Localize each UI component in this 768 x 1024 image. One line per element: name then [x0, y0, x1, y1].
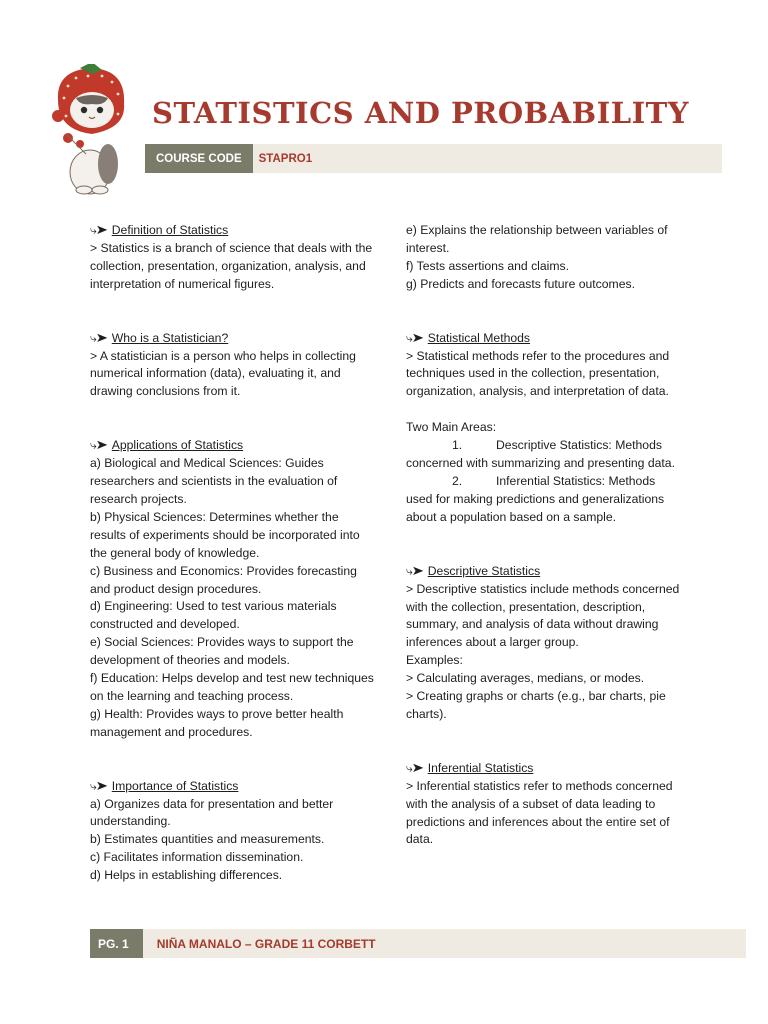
left-column: [90, 222, 374, 921]
heading-text: Definition of Statistics: [111, 223, 229, 237]
section-statistician: [90, 330, 374, 402]
list-item: f) Tests assertions and claims.: [406, 258, 570, 273]
item-continuation: concerned with summarizing and presenting data.: [406, 456, 675, 471]
right-column: [406, 222, 690, 885]
course-code-value: STAPRO1: [258, 152, 313, 165]
list-item: c) Facilitates information dissemination.: [90, 850, 304, 865]
heading-text: Inferential Statistics: [427, 760, 534, 775]
section-applications: [90, 437, 374, 741]
footer-bar: [90, 929, 746, 958]
heading-text: Descriptive Statistics: [427, 563, 541, 578]
body-text: > Statistics is a branch of science that deals with the collection, presentation, organization, analysis, and interpretation of numerical figures.: [90, 240, 373, 291]
body-text: > Descriptive statistics include methods concerned with the collection, presentation, description, summary, and analysis of data without drawing inferences about a larger group.: [406, 581, 680, 650]
section-importance: [90, 778, 374, 885]
list-item: c) Business and Economics: Provides forecasting and product design procedures.: [90, 563, 357, 596]
item-number: 2.: [452, 473, 463, 488]
body-text: > Inferential statistics refer to methods concerned with the analysis of a subset of data leading to predictions and inferences about the entire set of data.: [406, 778, 673, 847]
section-methods: [406, 330, 690, 527]
section-heading: [90, 222, 374, 240]
section-heading: [406, 563, 690, 581]
arrow-icon: ⤷➤: [90, 778, 108, 793]
examples-label: Examples:: [406, 653, 463, 668]
item-text: Inferential Statistics: Methods: [496, 473, 656, 488]
arrow-icon: ⤷➤: [406, 330, 424, 345]
heading-text: Who is a Statistician?: [111, 330, 229, 345]
list-item: f) Education: Helps develop and test new techniques on the learning and teaching process.: [90, 671, 374, 703]
arrow-icon: ⤷➤: [90, 330, 108, 345]
page-number: PG. 1: [90, 929, 143, 958]
section-inferential: [406, 760, 690, 850]
list-item: d) Engineering: Used to test various materials constructed and developed.: [90, 599, 337, 632]
body-text: > A statistician is a person who helps in collecting numerical information (data), evaluating it, and drawing conclusions from it.: [90, 348, 356, 399]
section-heading: [90, 778, 374, 796]
section-definition: [90, 222, 374, 294]
item-text: Descriptive Statistics: Methods: [496, 438, 662, 453]
heading-text: Statistical Methods: [427, 330, 531, 345]
list-item: a) Biological and Medical Sciences: Guides researchers and scientists in the evaluation of research projects.: [90, 456, 338, 506]
list-item: g) Health: Provides ways to prove better health management and procedures.: [90, 706, 344, 739]
list-item: d) Helps in establishing differences.: [90, 868, 283, 883]
page-title: STATISTICS AND PROBABILITY: [152, 96, 689, 130]
section-heading: [406, 330, 690, 348]
author-line: NIÑA MANALO – GRADE 11 CORBETT: [156, 936, 376, 951]
numbered-item: [406, 437, 690, 455]
item-continuation: used for making predictions and generalizations about a population based on a sample.: [406, 491, 665, 524]
list-item: a) Organizes data for presentation and better understanding.: [90, 796, 334, 829]
section-heading: [90, 330, 374, 348]
item-number: 1.: [452, 438, 463, 453]
section-heading: [406, 760, 690, 778]
list-item: g) Predicts and forecasts future outcomes.: [406, 276, 635, 291]
areas-label: Two Main Areas:: [406, 420, 497, 435]
list-item: > Creating graphs or charts (e.g., bar charts, pie charts).: [406, 689, 666, 721]
list-item: > Calculating averages, medians, or modes.: [406, 671, 645, 686]
section-importance-continued: [406, 222, 690, 294]
cat-in-strawberry-hood-icon: [46, 64, 138, 196]
list-item: b) Estimates quantities and measurements.: [90, 832, 325, 847]
course-code-label: COURSE CODE: [145, 144, 253, 173]
arrow-icon: ⤷➤: [90, 438, 108, 453]
list-item: e) Social Sciences: Provides ways to support the development of theories and models.: [90, 635, 354, 668]
arrow-icon: ⤷➤: [90, 223, 108, 237]
list-item: b) Physical Sciences: Determines whether the results of experiments should be incorporated into the general body of knowledge.: [90, 509, 360, 560]
section-heading: [90, 437, 374, 455]
section-descriptive: [406, 563, 690, 724]
numbered-item: [406, 473, 690, 491]
body-text: > Statistical methods refer to the procedures and techniques used in the collection, presentation, organization, analysis, and interpretation of data.: [406, 348, 670, 399]
heading-text: Applications of Statistics: [111, 438, 244, 453]
course-code-bar: [145, 144, 722, 173]
arrow-icon: ⤷➤: [406, 563, 424, 578]
arrow-icon: ⤷➤: [406, 760, 424, 775]
heading-text: Importance of Statistics: [111, 778, 239, 793]
list-item: e) Explains the relationship between variables of interest.: [406, 223, 668, 255]
